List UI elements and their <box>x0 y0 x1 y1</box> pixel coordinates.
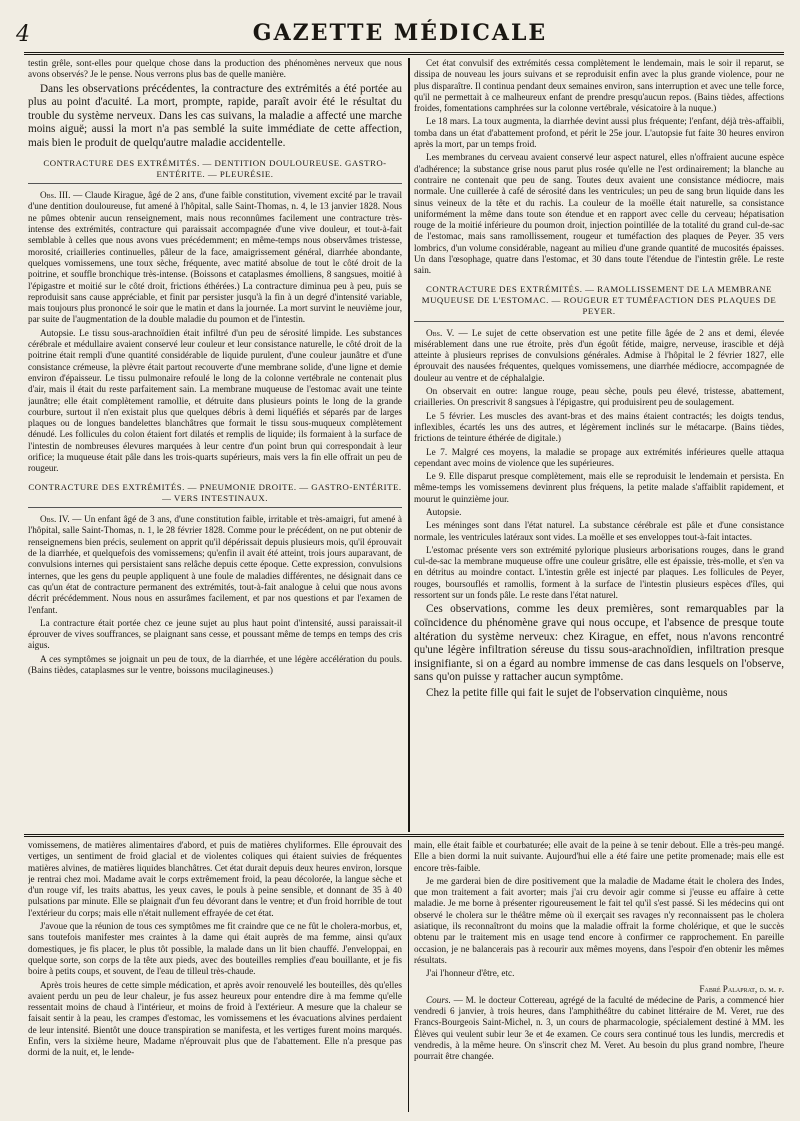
observation-paragraph <box>414 328 784 384</box>
observation-text: — Le sujet de cette observation est une petite fille âgée de 2 ans et demi, élevée misérablement dans une rue étroite, près d'un égoût fétide, maigre, nerveuse, irascible et déjà atteinte à plusieurs reprises de convulsions générales. Admise à l'hôpital le 2 février 1827, elle éprouvait des nausées fréquentes, quelques vomissemens, une diarrhée médiocre, accompagnée de douleur au ventre et de céphalalgie. <box>414 327 784 383</box>
upper-left-column <box>28 58 402 832</box>
notice-text: — M. le docteur Cottereau, agrégé de la faculté de médecine de Paris, a commencé hier vendredi 6 janvier, à trois heures, dans l'amphithéâtre du cabinet littéraire de M. Veret, rue des Francs-Bourgeois Saint-Michel, n. 3, un cours de pharmacologie, spécialement destiné à MM. les Élèves qui veulent subir leur 3e et 4e examen. Ce cours sera continué tous les lundis, mercredis et vendredis, à la même heure. On s'inscrit chez M. Veret. Au besoin du plus grand nombre, l'heure pourrait être changée. <box>414 994 784 1062</box>
notice-paragraph <box>414 995 784 1063</box>
lower-right-column <box>414 840 784 1112</box>
paragraph: A ces symptômes se joignait un peu de toux, de la diarrhée, et une légère accélération du pouls. (Bains tièdes, cataplasmes sur le ventre, boissons mucilagineuses.) <box>28 653 402 676</box>
notice-label: Cours. <box>426 994 451 1005</box>
observation-label: Obs. III. <box>40 190 71 201</box>
paragraph: Le 5 février. Les muscles des avant-bras et des mains étaient contractés; les doigts tendus, inflexibles, écartés les uns des autres, et légèrement inclinés sur le métacarpe. (Bains tièdes, frictions de teinture éthérée de digitale.) <box>414 410 784 444</box>
paragraph: Les membranes du cerveau avaient conservé leur aspect naturel, elles n'offraient aucune espèce d'adhérence; la substance grise nous parut plus rosée qu'elle ne l'est ordinairement; la blanche au contraire ne contenait que peu de sang. Toutes deux avaient une consistance médiocre, mais normale. Une cuillerée à café de sérosité dans les ventricules; un peu de sang brun liquide dans les sinus veineux de la tête et du rachis. La couleur de la moëlle était naturelle, sa consistance uniformément la même dans toute son étendue et en rapport avec celle du cerveau; hépatisation rouge de la moitié inférieure du poumon droit, injection pointillée de la totalité du grand cul-de-sac de l'estomac, mais sans ramollissement, rougeur et tuméfaction des plaques de Peyer. 35 vers lombrics, d'un volume considérable, nageant au milieu d'une grande quantité de mucosités épaisses. Un dans l'œsophage, quatre dans l'estomac, et 30 dans toute l'étendue de l'intestin grêle. Le reste sain. <box>414 152 784 276</box>
paragraph: Autopsie. Le tissu sous-arachnoïdien était infiltré d'un peu de sérosité limpide. Les substances cérébrale et médullaire avaient conservé leur couleur et leur consistance naturelle, le côté droit de la poitrine était rempli d'une quantité considérable de liquide purulent, d'une couleur jaunâtre et d'une consistance crémeuse, la plèvre était partout recouverte d'une membrane solide, d'une ligne et demie environ d'épaisseur. Le tissu pulmonaire refoulé le long de la colonne vertébrale ne contenait plus d'air, mais il était du reste parfaitement sain. La membrane muqueuse de l'estomac avait une teinte jaunâtre; elle était complètement ramollie, et détruite dans plusieurs points le long de la grande courbure, surtout il n'en existait plus que quelques débris à demi liquéfiés et séparés par de larges plaques ou de longues bandelettes blanchâtres que formait le tissu sous-muqueux complètement dénudé. Les follicules du colon étaient fort dilatés et remplis de liquide; ils formaient à la surface de l'intestin de nombreuses élevures marquées à leur centre d'un point brun qui correspondait à leur orifice; la muqueuse était pâle dans les trois-quarts supérieurs, mais vers la fin elle offrait un peu de rougeur. <box>28 327 402 474</box>
observation-label: Obs. V. <box>426 327 455 338</box>
paragraph: L'estomac présente vers son extrémité pylorique plusieurs arborisations rouges, dans le grand cul-de-sac la membrane muqueuse offre une couleur grisâtre, elle est épaissie, très-molle, et s'en va en détritus au moindre contact. L'intestin grêle est injecté par plaques. Les follicules de Peyer, rouges, boursouflés et ramollis, forment à la surface de l'intestin plusieurs espèces d'îles, qui ressortent sur un fonds pâle. Le reste dans l'état naturel. <box>414 544 784 601</box>
column-divider <box>408 840 409 1112</box>
observation-paragraph <box>28 190 402 326</box>
paragraph: vomissemens, de matières alimentaires d'abord, et puis de matières chyliformes. Elle éprouvait des vertiges, un sentiment de froid glacial et de violentes coliques qui étaient suivies de fréquentes matières alvines, de matières liquides blanchâtres. Cet état durait depuis deux heures environ, lorsque je rentrai chez moi. Madame avait le corps extrêmement froid, la peau décolorée, la langue sèche et d'un rouge vif, les traits abattus, les yeux caves, le pouls à peine sensible, et donnant de 35 à 40 pulsations par minute. Elle se plaignait d'un feu dévorant dans le ventre; et d'un froid horrible de tout l'extérieur du corps; mais elle n'était nullement effrayée de cet état. <box>28 840 402 918</box>
masthead-rule <box>24 52 784 55</box>
page-number: 4 <box>16 22 30 47</box>
autopsy-label: Autopsie. <box>426 506 462 517</box>
lower-left-column <box>28 840 402 1112</box>
column-divider <box>408 58 410 832</box>
masthead-title: GAZETTE MÉDICALE <box>252 20 548 46</box>
observation-label: Obs. IV. <box>40 514 70 525</box>
paragraph: La contracture était portée chez ce jeune sujet au plus haut point d'intensité, aussi paraissait-il éprouver de vives souffrances, se plaignant sans cesse, et poussant même de temps en temps des cris aigus. <box>28 617 402 651</box>
observation-text: — Un enfant âgé de 3 ans, d'une constitution faible, irritable et très-amaigri, fut amené à l'hôpital, salle Saint-Thomas, n. 1, le 28 février 1828. Comme pour le précédent, on ne put obtenir de renseignemens bien précis, seulement on apprit qu'il dépérissait depuis plusieurs mois, qu'il éprouvait de la diarrhée, et quelquefois des vomissemens; qu'enfin il avait été atteint, trois jours auparavant, de convulsions internes qui persistaient sans relâche depuis cette époque. Cette expression, convulsions internes, que les gens du peuple appliquent à une foule de maladies différentes, ne désignait dans ce cas qu'un état de contracture permanent des extrémités, tout-à-fait analogue à celui que nous avons décrit précédemment. Nous nous en assurâmes facilement, et par nos questions et par l'examen de l'enfant. <box>28 514 402 615</box>
paragraph: Les méninges sont dans l'état naturel. La substance cérébrale est pâle et d'une consistance normale, les ventricules latéraux sont vides. La moëlle et ses enveloppes tout-à-fait intactes. <box>414 520 784 542</box>
paragraph: Chez la petite fille qui fait le sujet de l'observation cinquième, nous <box>426 686 728 699</box>
paragraph: Cet état convulsif des extrémités cessa complètement le lendemain, mais le soir il reparut, se dissipa de nouveau les jours suivans et se reproduisit enfin avec la plus grande violence, pour ne plus disparaître. Il continua pendant deux semaines environ, sans interruption et avec une telle force, qu'il ne permettait à ce malheureux enfant de prendre presqu'aucun repos. (Bains tièdes, affections froides, fomentations camphrées sur la colonne vertébrale, vésicatoire à la nuque.) <box>414 58 784 114</box>
paragraph: Le 9. Elle disparut presque complètement, mais elle se reproduisit le lendemain et persista. En même-temps les vomissemens devinrent plus fréquens, la petite malade s'affaiblit rapidement, et mourut le quinzième jour. <box>414 471 784 504</box>
paragraph: testin grêle, sont-elles pour quelque chose dans la production des phénomènes nerveux que nous avons observés? Je le pense. Nous verrons plus bas de quelle manière. <box>28 58 402 80</box>
paragraph: Après trois heures de cette simple médication, et après avoir renouvelé les bouteilles, dès qu'elles avaient perdu un peu de leur chaleur, je fus assez heureux pour entendre dire à ma femme qu'elle ressentait moins de chaud à l'intérieur, et moins de froid à l'extérieur. A mesure que la chaleur se faisait sentir à la peau, les crampes d'estomac, les vomissemens et les évacuations alvines perdaient de leur intensité. Bientôt une douce transpiration se manifesta, et les vertiges furent moins marqués. Enfin, vers la sixième heure, Madame n'éprouvait plus que de l'abattement. Elle n'a presque pas dormi de la nuit, et, le lende- <box>28 979 402 1058</box>
paragraph: J'avoue que la réunion de tous ces symptômes me fit craindre que ce ne fût le cholera-morbus, et, sans toutefois manifester mes craintes à la dame qui était auprès de ma femme, ainsi qu'aux domestiques, je fis placer, le plus tôt possible, la malade dans un lit bien chauffé. J'enveloppai, en quelque sorte, son corps de la tête aux pieds, avec des bouteilles remplies d'eau bouillante, et je fis boire à petits coups, et souvent, de l'eau de tilleul très-chaude. <box>28 921 402 977</box>
section-heading: CONTRACTURE DES EXTRÉMITÉS. — PNEUMONIE DROITE. — GASTRO-ENTÉRITE. — VERS INTESTINAUX. <box>28 482 402 509</box>
paragraph: On observait en outre: langue rouge, peau sèche, pouls peu élevé, tristesse, abattement, criailleries. On prescrivit 8 sangsues à l'épigastre, qui produisirent peu de soulagement. <box>414 386 784 408</box>
paragraph: Ces observations, comme les deux premières, sont remarquables par la coïncidence du phénomène grave qui nous occupe, et l'absence de presque toute altération du système nerveux: chez Kirague, en effet, nous n'avons rencontré qu'une légère infiltration séreuse du tissu sous-arachnoïdien, infiltration presque insignifiante, si on a égard au nombre immense de cas dans lesquels on l'observe, sans qu'on puisse y rattacher aucun symptôme. <box>414 603 784 684</box>
paragraph: Je me garderai bien de dire positivement que la maladie de Madame était le cholera des Indes, que mon traitement a fait avorter; mais j'ai cru devoir agir comme si j'eusse eu affaire à cette maladie. Je me borne à présenter rigoureusement le fait tel qu'il s'est passé. Si les médecins qui ont observé le cholera sur le théâtre même où il exerçait ses ravages n'y reconnaissent pas le cholera asiatique, ils reconnaîtront du moins que la maladie offrait la forme cholérique, et que le succès obtenu par le traitement mis en usage tend encore à confirmer ce rapprochement. En pareille occasion, je ne balancerais pas à recourir aux mêmes moyens, dans l'espoir d'en obtenir les mêmes résultats. <box>414 875 784 965</box>
observation-text: — Claude Kirague, âgé de 2 ans, d'une faible constitution, vivement excité par le travail d'une dentition douloureuse, fut amené à l'hôpital, salle Saint-Thomas, n. 4, le 13 janvier 1828. Nous ne pûmes obtenir aucun renseignement, mais nous reconnûmes facilement une contracture très-intense des extrémités, contracture qui paraissait accompagnée d'une vive douleur, et tout-à-fait semblable à celles que nous avons vues précédemment; en même-temps nous observâmes tristesse, morosité, criailleries continuelles, pâleur de la face, amaigrissement général, diarrhée abondante, quelques vomissemens, une toux sèche, fréquente, avec matité absolue de tout le côté droit de la poitrine, et souffle bronchique très-intense. (Boissons et cataplasmes émolliens, 8 sangsues, moitié à l'épigastre et moitié sur le côté droit, frictions éthérées.) La contracture diminua peu à peu, puis se reproduisit sans cause appréciable, et finit par persister jusqu'à la fin à un degré d'intensité variable, mais toujours plus prononcé le soir que le matin et dans la journée. La mort survint le neuvième jour, par suite de l'augmentation de la double maladie du poumon et de l'intestin. <box>28 190 402 325</box>
paragraph: Dans les observations précédentes, la contracture des extrémités a été portée au plus au point d'acuité. La mort, prompte, rapide, paraît avoir été le résultat du trouble du système nerveux. Dans les cas suivans, la maladie a affecté une marche moins aiguë; aussi la mort n'a pas semblé la suite immédiate de cette affection, mais bien le produit de quelqu'autre maladie accidentelle. <box>28 82 402 149</box>
section-heading: CONTRACTURE DES EXTRÉMITÉS. — RAMOLLISSEMENT DE LA MEMBRANE MUQUEUSE DE L'ESTOMAC. — ROUGEUR ET TUMÉFACTION DES PLAQUES DE PEYER. <box>414 284 784 322</box>
signature: Fabré Palaprat, d. m. p. <box>699 983 784 994</box>
paragraph: Le 18 mars. La toux augmenta, la diarrhée devint aussi plus fréquente; l'enfant, déjà très-affaibli, tomba dans un état d'abattement profond, et périt le 25e jour. L'autopsie fut faite 30 heures environ après la mort, par un temps froid. <box>414 116 784 150</box>
paragraph: main, elle était faible et courbaturée; elle avait de la peine à se tenir debout. Elle a très-peu mangé. Elle a bien dormi la nuit suivante. Aujourd'hui elle a été faire une petite promenade; mais elle est encore très-faible. <box>414 840 784 873</box>
paragraph: Le 7. Malgré ces moyens, la maladie se propage aux extrémités inférieures quelle attaqua cependant avec moins de violence que les supérieures. <box>414 446 784 468</box>
upper-right-column <box>414 58 784 832</box>
paragraph: J'ai l'honneur d'être, etc. <box>426 968 515 979</box>
section-heading: CONTRACTURE DES EXTRÉMITÉS. — DENTITION DOULOUREUSE. GASTRO-ENTÉRITE. — PLEURÉSIE. <box>28 158 402 185</box>
observation-paragraph <box>28 514 402 616</box>
section-divider <box>24 834 784 837</box>
